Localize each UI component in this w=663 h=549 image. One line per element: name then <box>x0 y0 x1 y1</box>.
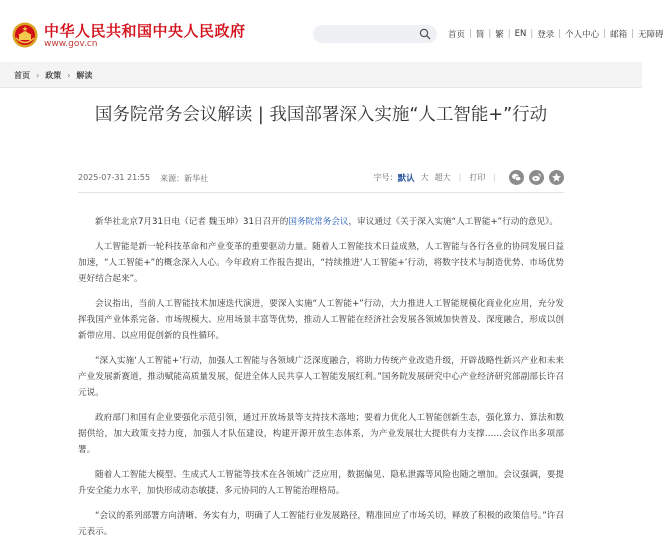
breadcrumb-separator-icon: › <box>67 71 71 80</box>
article-paragraph: “会议的系列部署方向清晰、务实有力，明确了人工智能行业发展路径，精准回应了市场关切，释放了积极的政策信号。”许召元表示。 <box>78 511 564 537</box>
font-size-xlarge[interactable]: 超大 <box>434 173 451 182</box>
breadcrumb-policy[interactable]: 政策 <box>45 71 62 80</box>
nav-login[interactable]: 登录 <box>537 30 555 40</box>
nav-divider: | <box>603 29 607 39</box>
article-paragraph: 随着人工智能大模型、生成式人工智能等技术在各领域广泛应用，数据偏见、隐私泄露等风险也随之增加。会议强调，要提升安全能力水平，加快形成动态敏捷、多元协同的人工智能治理格局。 <box>78 470 564 496</box>
source-name: 新华社 <box>184 174 209 183</box>
site-url: www.gov.cn <box>44 39 98 49</box>
article-paragraph: 政府部门和国有企业要强化示范引领，通过开放场景等支持技术落地；要着力优化人工智能创新生态，强化算力、算法和数据供给，加大政策支持力度，加强人才队伍建设，构建开源开放生态体系，为产业发展壮大提供有力支撑……会议作出多项部署。 <box>78 413 564 455</box>
font-size-label: 字号： <box>373 173 398 182</box>
nav-traditional[interactable]: 繁 <box>495 30 504 40</box>
state-council-meeting-link[interactable]: 国务院常务会议 <box>288 217 349 227</box>
top-nav <box>448 28 663 40</box>
article-paragraph: “深入实施‘人工智能+’行动，加强人工智能与各领域广泛深度融合，将助力传统产业改造升级，开辟战略性新兴产业和未来产业发展新赛道，推动赋能高质量发展，促进全体人民共享人工智能发展红利。”国务院发展研究中心产业经济研究部副部长许召元说。 <box>78 356 564 398</box>
nav-english[interactable]: EN <box>514 29 527 39</box>
divider <box>78 192 564 193</box>
breadcrumb-home[interactable]: 首页 <box>14 71 30 80</box>
font-size-default[interactable]: 默认 <box>397 173 415 184</box>
wechat-icon[interactable] <box>509 170 524 185</box>
site-header <box>0 0 663 62</box>
breadcrumb <box>14 70 92 81</box>
lead-text-end: ，审议通过《关于深入实施“人工智能+”行动的意见》。 <box>348 217 558 227</box>
nav-personal-center[interactable]: 个人中心 <box>565 30 600 40</box>
print-button[interactable]: 打印 <box>469 173 486 182</box>
source-label: 来源： <box>160 174 185 183</box>
page-title: 国务院常务会议解读 | 我国部署深入实施“人工智能+”行动 <box>94 105 548 125</box>
search-icon[interactable] <box>419 28 431 40</box>
national-emblem-icon[interactable] <box>12 22 38 48</box>
nav-divider: | <box>631 29 634 39</box>
nav-divider: | <box>507 29 511 39</box>
nav-divider: | <box>530 29 534 39</box>
nav-simplified[interactable]: 简 <box>475 30 485 40</box>
font-size-large[interactable]: 大 <box>420 173 429 182</box>
qzone-icon[interactable] <box>549 170 564 185</box>
nav-divider: | <box>469 29 472 39</box>
breadcrumb-interpretation[interactable]: 解读 <box>76 71 93 80</box>
article-paragraph: 人工智能是新一轮科技革命和产业变革的重要驱动力量。随着人工智能技术日益成熟，人工智能与各行各业的协同发展日益加速，“人工智能+”的概念深入人心。今年政府工作报告提出，“持续推进‘人工智能+’行动，将数字技术与制造优势、市场优势更好结合起来”。 <box>78 242 564 284</box>
nav-divider: | <box>558 29 562 39</box>
meta-divider: | <box>493 173 496 182</box>
meta-divider: | <box>458 173 462 182</box>
nav-mailbox[interactable]: 邮箱 <box>610 30 628 40</box>
weibo-icon[interactable] <box>529 170 544 185</box>
article-body <box>78 214 564 549</box>
nav-divider: | <box>488 29 492 39</box>
site-title[interactable]: 中华人民共和国中央人民政府 <box>44 22 246 40</box>
article-paragraph <box>78 214 564 230</box>
search-input[interactable] <box>313 25 437 43</box>
article-paragraph: 会议指出，当前人工智能技术加速迭代演进，要深入实施“人工智能+”行动，大力推进人工智能规模化商业化应用，充分发挥我国产业体系完备、市场规模大、应用场景丰富等优势，推动人工智能在经济社会发展各领域加快普及、深度融合，形成以创新带应用、以应用促创新的良性循环。 <box>78 299 564 341</box>
nav-home[interactable]: 首页 <box>448 30 466 40</box>
article-meta <box>78 170 564 188</box>
lead-text: 新华社北京7月31日电（记者 魏玉坤）31日召开的 <box>95 217 289 227</box>
publish-date: 2025-07-31 21:55 <box>78 173 151 182</box>
breadcrumb-separator-icon: › <box>36 71 40 80</box>
breadcrumb-bar <box>0 62 642 88</box>
nav-accessibility[interactable]: 无障碍 <box>637 30 663 40</box>
